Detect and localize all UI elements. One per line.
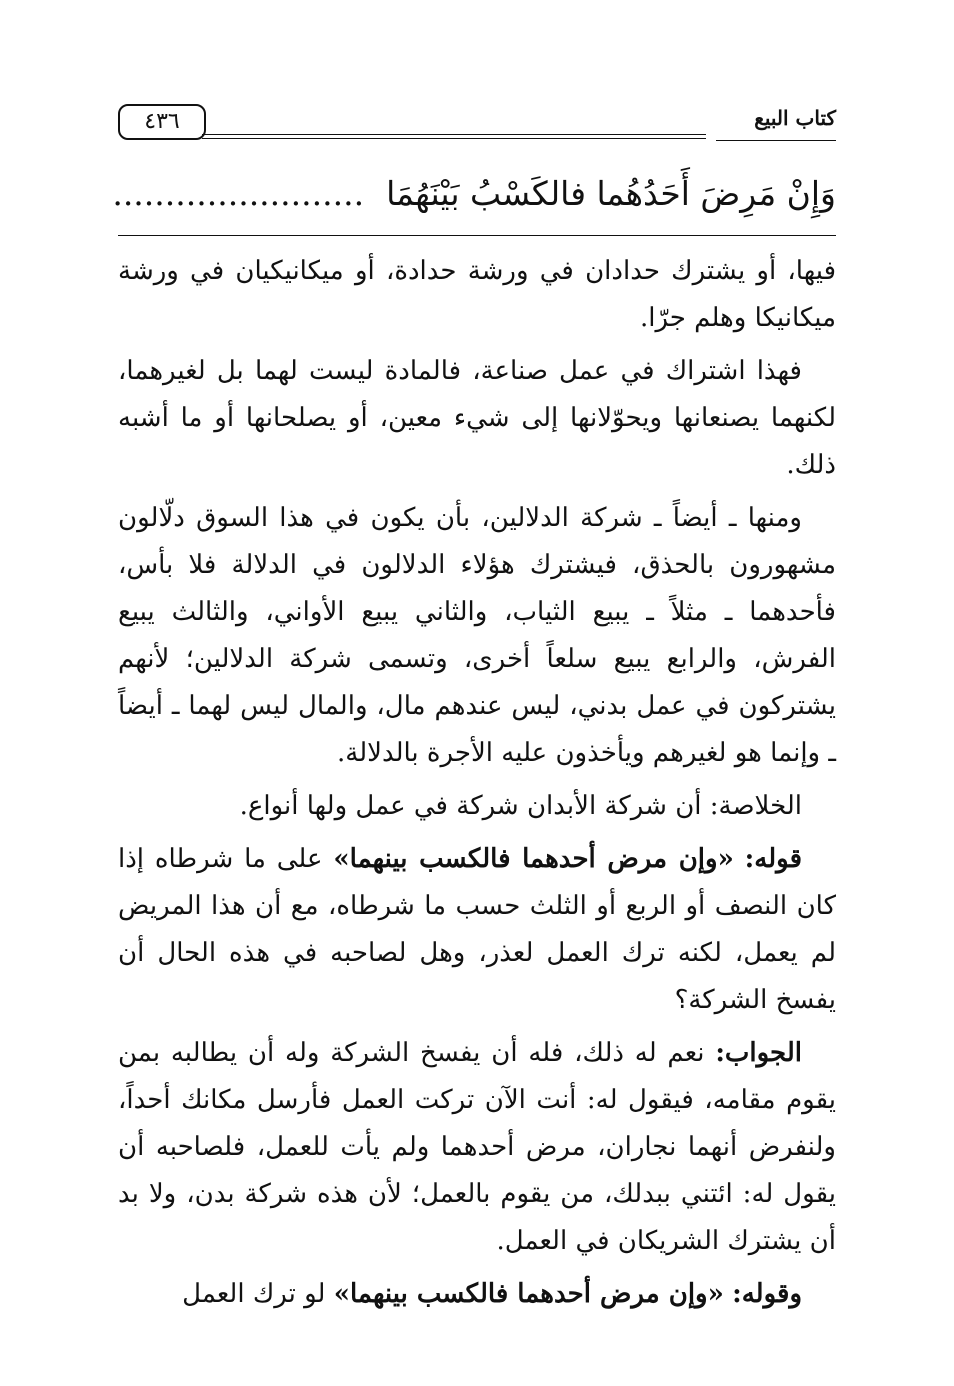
page-header — [118, 100, 836, 146]
title-underline — [716, 140, 836, 141]
paragraph-5 — [118, 836, 836, 1024]
paragraph-1: فيها، أو يشترك حدادان في ورشة حدادة، أو ميكانيكيان في ورشة ميكانيكا وهلم جرّا. — [118, 256, 836, 333]
page-number: ٤٣٦ — [118, 104, 206, 140]
paragraph-7 — [118, 1271, 836, 1318]
paragraph-6 — [118, 1030, 836, 1265]
paragraph-7-quote: «وإن مرض أحدهما فالكسب بينهما» — [333, 1279, 724, 1309]
paragraph-6-text: نعم له ذلك، فله أن يفسخ الشركة وله أن يطالبه بمن يقوم مقامه، فيقول له: أنت الآن تركت العمل فأرسل مكانك أحداً، ولنفرض أنهما نجاران، مرض أحدهما ولم يأت للعمل، فلصاحبه أن يقول له: ائتني ببدلك، من يقوم بالعمل؛ لأن هذه شركة بدن، ولا بد أن يشترك الشريكان في العمل. — [118, 1038, 836, 1256]
paragraph-5-label: قوله: — [744, 844, 802, 874]
matn-separator — [118, 235, 836, 236]
matn-text: وَإِنْ مَرِضَ أَحَدُهُما فالكَسْبُ بَيْنَهُمَا — [386, 174, 836, 213]
paragraph-3: ومنها ـ أيضاً ـ شركة الدلالين، بأن يكون في هذا السوق دلّالون مشهورون بالحذق، فيشترك هؤلاء الدلالون في الدلالة فلا بأس، فأحدهما ـ مثلاً ـ يبيع الثياب، والثاني يبيع الأواني، والثالث يبيع الفرش، والرابع يبيع سلعاً أخرى، وتسمى شركة الدلالين؛ لأنهم يشتركون في عمل بدني، ليس عندهم مال، والمال ليس لهما ـ أيضاً ـ وإنما هو لغيرهم ويأخذون عليه الأجرة بالدلالة. — [118, 503, 836, 768]
paragraph-5-text: على ما شرطاه إذا كان النصف أو الربع أو الثلث حسب ما شرطاه، مع أن هذا المريض لم يعمل، لكنه ترك العمل لعذر، وهل لصاحبه في هذه الحال أن يفسخ الشركة؟ — [118, 844, 836, 1015]
paragraph-5-quote: «وإن مرض أحدهما فالكسب بينهما» — [333, 844, 734, 874]
header-double-line — [202, 134, 706, 139]
matn-line — [112, 166, 836, 222]
matn-dots: ........................ — [112, 174, 365, 213]
paragraph-4: الخلاصة: أن شركة الأبدان شركة في عمل ولها أنواع. — [239, 791, 802, 821]
commentary-body — [118, 248, 836, 1324]
book-title: كتاب البيع — [754, 106, 836, 130]
paragraph-2: فهذا اشتراك في عمل صناعة، فالمادة ليست لهما بل لغيرهما، لكنهما يصنعانها ويحوّلانها إلى شيء معين، أو يصلحانها أو ما أشبه ذلك. — [118, 356, 836, 480]
paragraph-6-label: الجواب: — [715, 1038, 802, 1068]
paragraph-7-text: لو ترك العمل — [182, 1279, 326, 1309]
paragraph-7-label: وقوله: — [732, 1279, 802, 1309]
